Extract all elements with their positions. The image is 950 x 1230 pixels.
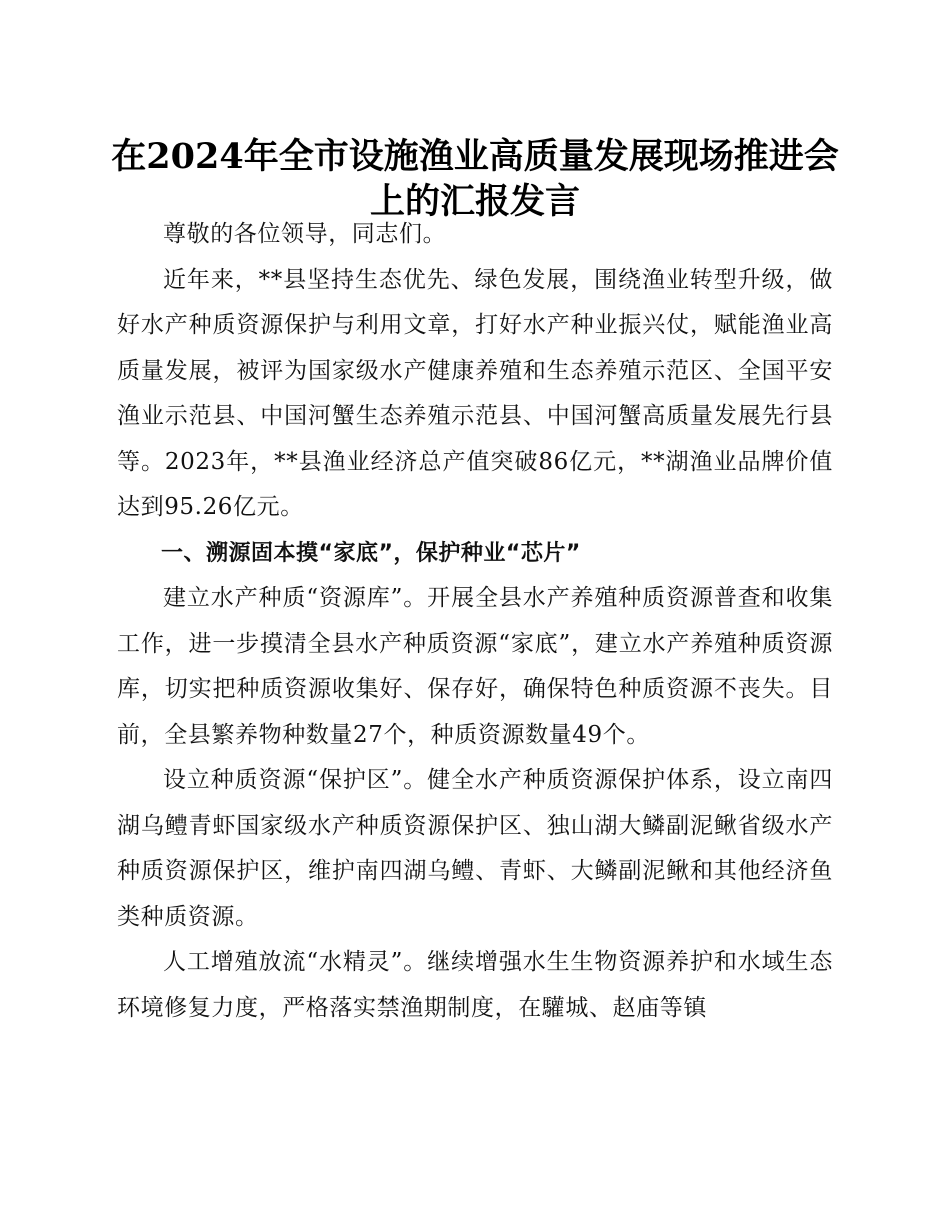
release-paragraph: 人工增殖放流“水精灵”。继续增强水生生物资源养护和水域生态环境修复力度，严格落实禁渔期制度，在驩城、赵庙等镇	[117, 949, 833, 1021]
protection-zone-paragraph: 设立种质资源“保护区”。健全水产种质资源保护体系，设立南四湖乌鳢青虾国家级水产种质资源保护区、独山湖大鳞副泥鳅省级水产种质资源保护区，维护南四湖乌鳢、青虾、大鳞副泥鳅和其他经济鱼类种质资源。	[117, 767, 833, 930]
document-body	[117, 212, 833, 1031]
document-title-line-1: 在2024年全市设施渔业高质量发展现场推进会	[111, 136, 839, 177]
section-heading-1: 一、溯源固本摸“家底”，保护种业“芯片”	[161, 540, 581, 566]
document-title-line-2: 上的汇报发言	[369, 181, 580, 222]
greeting-paragraph: 尊敬的各位领导，同志们。	[163, 221, 447, 247]
intro-paragraph: 近年来，**县坚持生态优先、绿色发展，围绕渔业转型升级，做好水产种质资源保护与利用文章，打好水产种业振兴仗，赋能渔业高质量发展，被评为国家级水产健康养殖和生态养殖示范区、全国平安渔业示范县、中国河蟹生态养殖示范县、中国河蟹高质量发展先行县等。2023年，**县渔业经济总产值突破86亿元，**湖渔业品牌价值达到95.26亿元。	[117, 266, 833, 520]
resource-bank-paragraph: 建立水产种质“资源库”。开展全县水产养殖种质资源普查和收集工作，进一步摸清全县水产种质资源“家底”，建立水产养殖种质资源库，切实把种质资源收集好、保存好，确保特色种质资源不丧失。目前，全县繁养物种数量27个，种质资源数量49个。	[117, 585, 833, 748]
